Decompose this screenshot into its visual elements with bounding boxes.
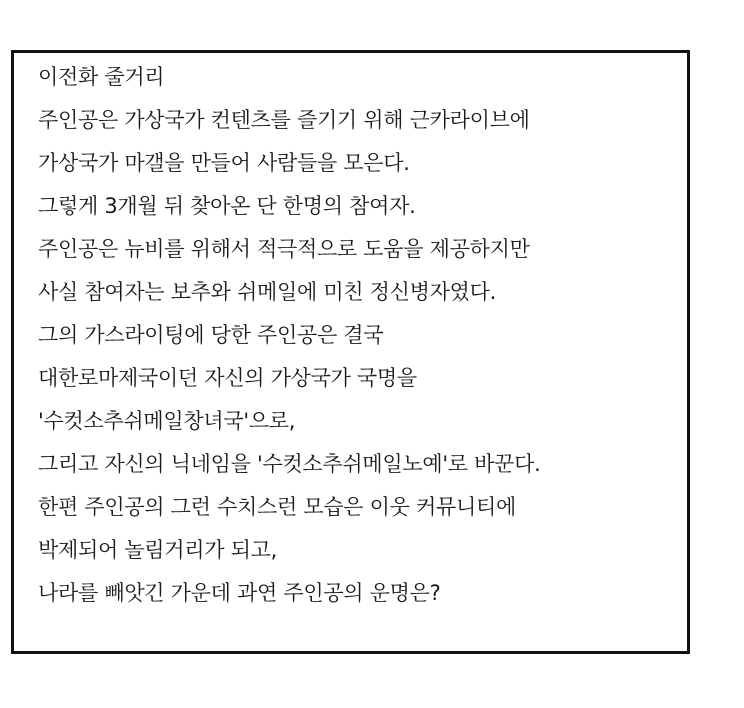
synopsis-line: 주인공은 뉴비를 위해서 적극적으로 도움을 제공하지만 [38, 237, 530, 261]
synopsis-line: 나라를 빼앗긴 가운데 과연 주인공의 운명은? [38, 581, 441, 605]
synopsis-line: 주인공은 가상국가 컨텐츠를 즐기기 위해 근카라이브에 [38, 108, 530, 132]
synopsis-line: 가상국가 마갤을 만들어 사람들을 모은다. [38, 151, 410, 175]
synopsis-line: 그리고 자신의 닉네임을 '수컷소추쉬메일노예'로 바꾼다. [38, 452, 541, 476]
synopsis-panel [11, 50, 690, 654]
synopsis-text [38, 61, 541, 620]
synopsis-title: 이전화 줄거리 [38, 65, 165, 89]
synopsis-line: 그렇게 3개월 뒤 찾아온 단 한명의 참여자. [38, 194, 416, 218]
synopsis-line: 그의 가스라이팅에 당한 주인공은 결국 [38, 323, 384, 347]
synopsis-line: 사실 참여자는 보추와 쉬메일에 미친 정신병자였다. [38, 280, 496, 304]
synopsis-line: 박제되어 놀림거리가 되고, [38, 538, 277, 562]
synopsis-line: '수컷소추쉬메일창녀국'으로, [38, 409, 296, 433]
synopsis-line: 한편 주인공의 그런 수치스런 모습은 이웃 커뮤니티에 [38, 495, 516, 519]
synopsis-line: 대한로마제국이던 자신의 가상국가 국명을 [38, 366, 417, 390]
